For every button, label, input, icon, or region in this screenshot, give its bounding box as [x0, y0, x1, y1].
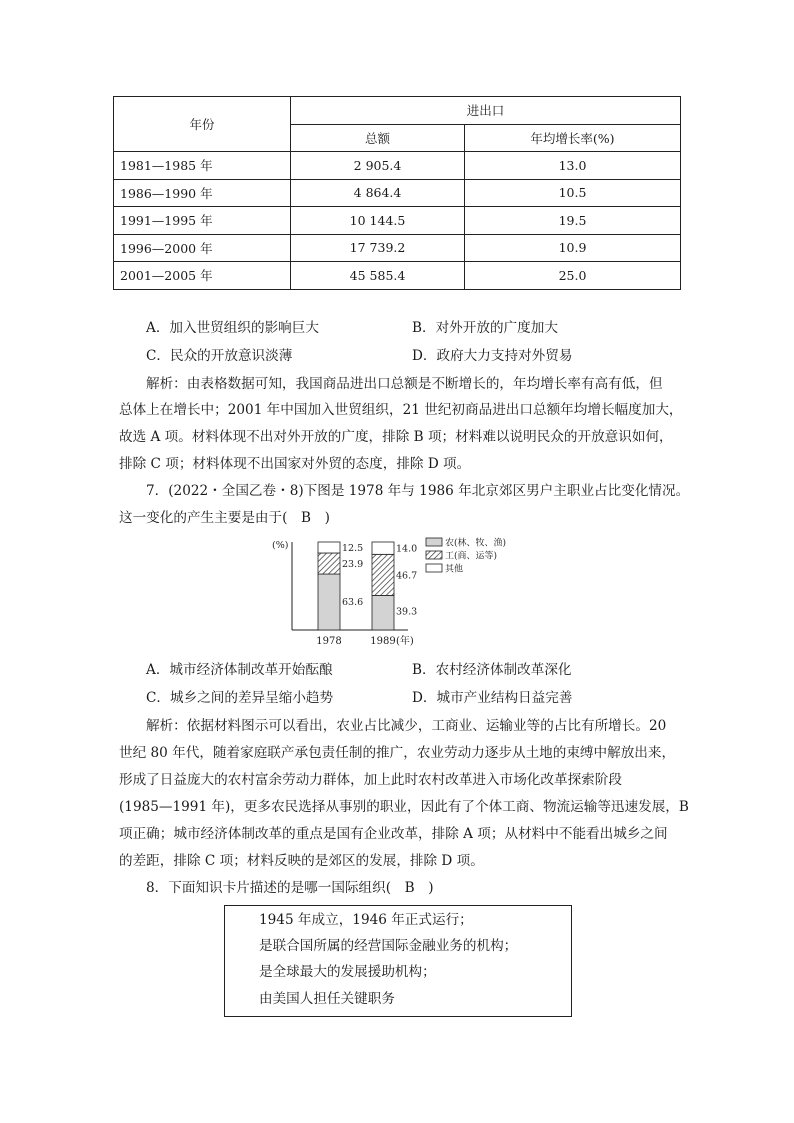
bar-segment-agriculture	[372, 595, 394, 630]
q7-stem-line: 7．(2022・全国乙卷・8)下图是 1978 年与 1986 年北京郊区男户主职业占比变化情况。	[146, 483, 690, 499]
cell-year: 1996—2000 年	[114, 234, 291, 262]
bar-segment-industry	[372, 554, 394, 595]
cell-total: 10 144.5	[291, 207, 465, 235]
q7-stem-line: 这一变化的产生主要是由于( B )	[119, 510, 330, 526]
x-unit-label: (年)	[396, 636, 414, 647]
bar-segment-other	[318, 542, 340, 553]
header-year: 年份	[114, 97, 291, 152]
card-line: 是全球最大的发展援助机构；	[259, 964, 436, 980]
cell-year: 1991—1995 年	[114, 207, 291, 235]
bar-segment-agriculture	[318, 574, 340, 630]
y-unit-label: (%)	[272, 540, 289, 551]
q7-analysis-line: 世纪 80 年代，随着家庭联产承包责任制的推广，农业劳动力逐步从土地的束缚中解放出来，	[119, 745, 676, 761]
q7-option-b: B．农村经济体制改革深化	[412, 662, 572, 678]
legend-swatch	[426, 538, 442, 546]
bar-value-label: 63.6	[342, 596, 364, 608]
cell-rate: 25.0	[465, 262, 681, 290]
q7-option-c: C．城乡之间的差异呈缩小趋势	[146, 690, 334, 706]
cell-rate: 19.5	[465, 207, 681, 235]
x-tick-label: 1978	[316, 636, 342, 647]
table-row	[114, 179, 681, 207]
legend-label: 农(林、牧、渔)	[445, 538, 507, 549]
q7-analysis-line: (1985—1991 年)，更多农民选择从事别的职业，因此有了个体工商、物流运输等迅速发展，B	[119, 799, 689, 815]
table-row	[114, 207, 681, 235]
q7-analysis-line: 形成了日益庞大的农村富余劳动力群体，加上此时农村改革进入市场化改革探索阶段	[119, 772, 622, 788]
cell-rate: 10.5	[465, 179, 681, 207]
header-rate: 年均增长率(%)	[465, 124, 681, 152]
cell-rate: 13.0	[465, 152, 681, 180]
cell-year: 1986—1990 年	[114, 179, 291, 207]
cell-year: 2001—2005 年	[114, 262, 291, 290]
card-line: 由美国人担任关键职务	[259, 991, 395, 1007]
occupation-chart	[268, 532, 538, 650]
card-line: 是联合国所属的经营国际金融业务的机构；	[259, 938, 518, 954]
q7-analysis-line: 项正确；城市经济体制改革的重点是国有企业改革，排除 A 项；从材料中不能看出城乡之间	[119, 826, 668, 842]
header-total: 总额	[291, 124, 465, 152]
cell-total: 2 905.4	[291, 152, 465, 180]
cell-year: 1981—1985 年	[114, 152, 291, 180]
q6-analysis-line: 总体上在增长中；2001 年中国加入世贸组织，21 世纪初商品进出口总额年均增长幅度加大，	[119, 402, 683, 418]
q6-analysis-line: 排除 C 项；材料体现不出国家对外贸的态度，排除 D 项。	[119, 456, 471, 472]
x-tick-label: 1989	[370, 636, 396, 647]
cell-rate: 10.9	[465, 234, 681, 262]
q6-option-b: B．对外开放的广度加大	[412, 320, 558, 336]
q6-analysis-line: 故选 A 项。材料体现不出对外开放的广度，排除 B 项；材料难以说明民众的开放意识如何，	[119, 429, 673, 445]
q7-option-d: D．城市产业结构日益完善	[412, 690, 573, 706]
cell-total: 17 739.2	[291, 234, 465, 262]
q6-option-d: D．政府大力支持对外贸易	[412, 348, 573, 364]
q7-analysis-line: 的差距，排除 C 项；材料反映的是郊区的发展，排除 D 项。	[119, 853, 484, 869]
q6-option-c: C．民众的开放意识淡薄	[146, 348, 293, 364]
legend-swatch	[426, 551, 442, 559]
card-line: 1945 年成立，1946 年正式运行；	[259, 912, 473, 928]
bar-segment-other	[372, 542, 394, 554]
bar-value-label: 23.9	[342, 559, 364, 571]
q8-stem: 8．下面知识卡片描述的是哪一国际组织( B )	[146, 880, 434, 896]
bar-segment-industry	[318, 553, 340, 574]
table-row	[114, 234, 681, 262]
legend-label: 其他	[445, 564, 464, 575]
knowledge-card	[224, 905, 572, 1017]
bar-value-label: 39.3	[396, 606, 418, 618]
table-row	[114, 262, 681, 290]
legend-label: 工(商、运等)	[445, 551, 498, 562]
q6-analysis-line: 解析：由表格数据可知，我国商品进出口总额是不断增长的，年均增长率有高有低，但	[146, 376, 663, 392]
bar-value-label: 14.0	[396, 543, 418, 555]
cell-total: 4 864.4	[291, 179, 465, 207]
cell-total: 45 585.4	[291, 262, 465, 290]
table-row	[114, 152, 681, 180]
legend-swatch	[426, 564, 442, 572]
header-import-export: 进出口	[291, 97, 681, 125]
bar-value-label: 12.5	[342, 543, 364, 554]
trade-table	[113, 96, 681, 290]
q6-option-a: A．加入世贸组织的影响巨大	[146, 320, 319, 336]
q7-analysis-line: 解析：依据材料图示可以看出，农业占比减少，工商业、运输业等的占比有所增长。20	[146, 718, 667, 734]
bar-value-label: 46.7	[396, 570, 418, 582]
q7-option-a: A．城市经济体制改革开始酝酿	[146, 662, 333, 678]
